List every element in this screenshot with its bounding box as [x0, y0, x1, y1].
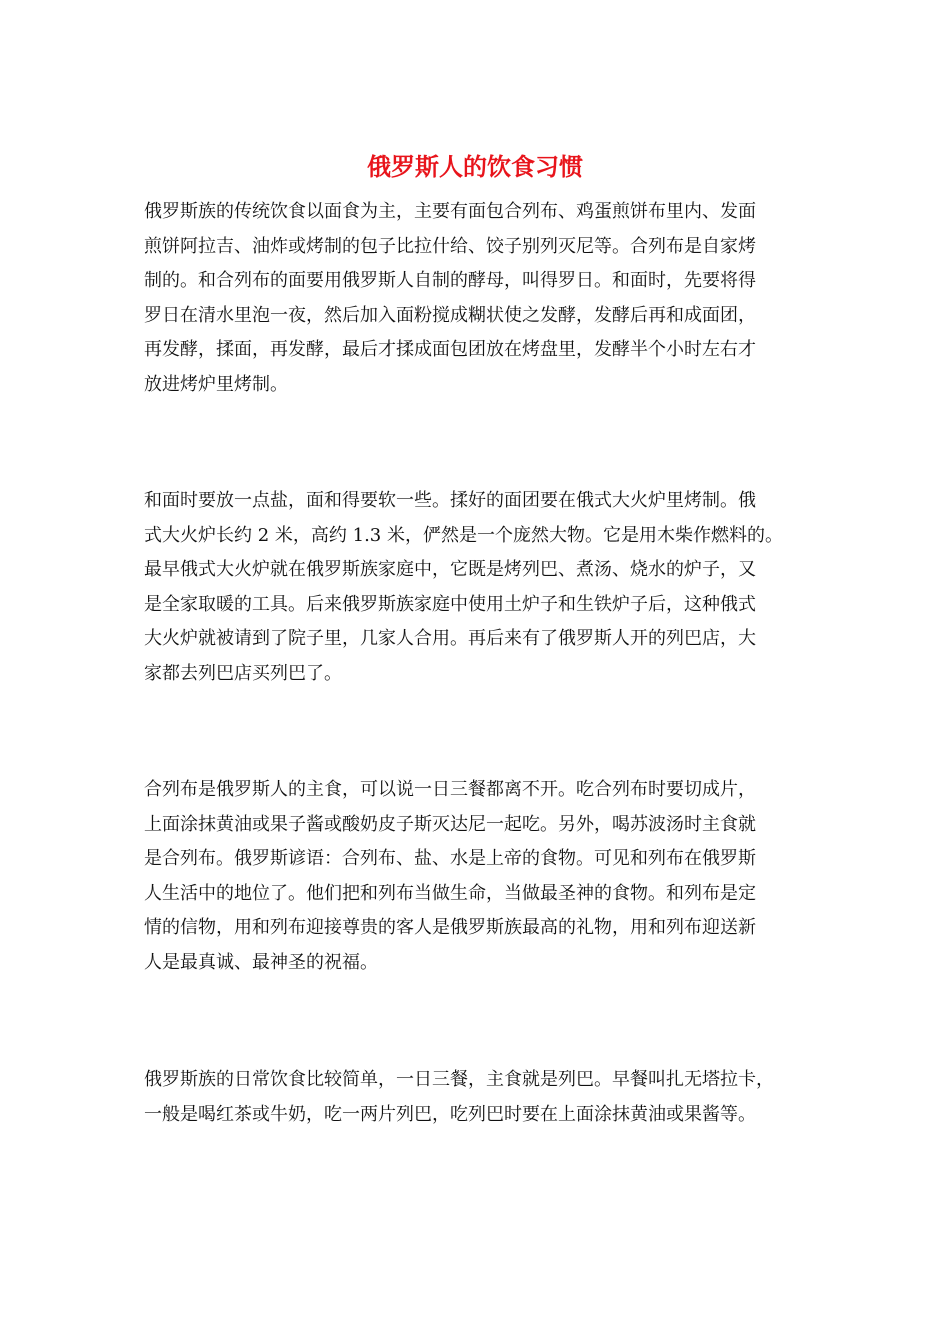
- text-line: 放进烤炉里烤制。: [144, 373, 288, 395]
- paragraph-3: [144, 773, 814, 980]
- text-line: 上面涂抹黄油或果子酱或酸奶皮子斯灭达尼一起吃。另外，喝苏波汤时主食就: [144, 813, 756, 835]
- text-line: 情的信物，用和列布迎接尊贵的客人是俄罗斯族最高的礼物，用和列布迎送新: [144, 917, 756, 938]
- text-line: 合列布是俄罗斯人的主食，可以说一日三餐都离不开。吃合列布时要切成片，: [144, 779, 756, 800]
- text-line: 是合列布。俄罗斯谚语：合列布、盐、水是上帝的食物。可见和列布在俄罗斯: [144, 848, 756, 869]
- paragraph-2: [144, 484, 814, 691]
- document-title: 俄罗斯人的饮食习惯: [367, 152, 583, 181]
- text-line: 是全家取暖的工具。后来俄罗斯族家庭中使用土炉子和生铁炉子后，这种俄式: [144, 593, 756, 615]
- text-line: 制的。和合列布的面要用俄罗斯人自制的酵母，叫得罗日。和面时，先要将得: [144, 270, 756, 291]
- text-line: 俄罗斯族的日常饮食比较简单，一日三餐，主食就是列巴。早餐叫扎无塔拉卡，: [144, 1069, 774, 1090]
- text-line: 人生活中的地位了。他们把和列布当做生命，当做最圣神的食物。和列布是定: [144, 882, 756, 904]
- text-line: 最早俄式大火炉就在俄罗斯族家庭中，它既是烤列巴、煮汤、烧水的炉子，又: [144, 559, 756, 580]
- text-line: 人是最真诚、最神圣的祝福。: [144, 951, 378, 973]
- text-line: 家都去列巴店买列巴了。: [144, 662, 342, 684]
- text-line: 罗日在清水里泡一夜，然后加入面粉搅成糊状使之发酵，发酵后再和成面团，: [144, 304, 756, 326]
- text-line: 式大火炉长约 2 米，高约 1.3 米，俨然是一个庞然大物。它是用木柴作燃料的。: [144, 524, 783, 546]
- text-line: 俄罗斯族的传统饮食以面食为主，主要有面包合列布、鸡蛋煎饼布里内、发面: [144, 201, 756, 222]
- text-line: 和面时要放一点盐，面和得要软一些。揉好的面团要在俄式大火炉里烤制。俄: [144, 490, 756, 511]
- text-line: 一般是喝红茶或牛奶，吃一两片列巴，吃列巴时要在上面涂抹黄油或果酱等。: [144, 1103, 756, 1125]
- paragraph-1: [144, 195, 814, 402]
- text-line: 再发酵，揉面，再发酵，最后才揉成面包团放在烤盘里，发酵半个小时左右才: [144, 339, 756, 360]
- text-line: 煎饼阿拉吉、油炸或烤制的包子比拉什给、饺子别列灭尼等。合列布是自家烤: [144, 235, 756, 257]
- text-line: 大火炉就被请到了院子里，几家人合用。再后来有了俄罗斯人开的列巴店，大: [144, 628, 756, 649]
- paragraph-4: [144, 1063, 814, 1132]
